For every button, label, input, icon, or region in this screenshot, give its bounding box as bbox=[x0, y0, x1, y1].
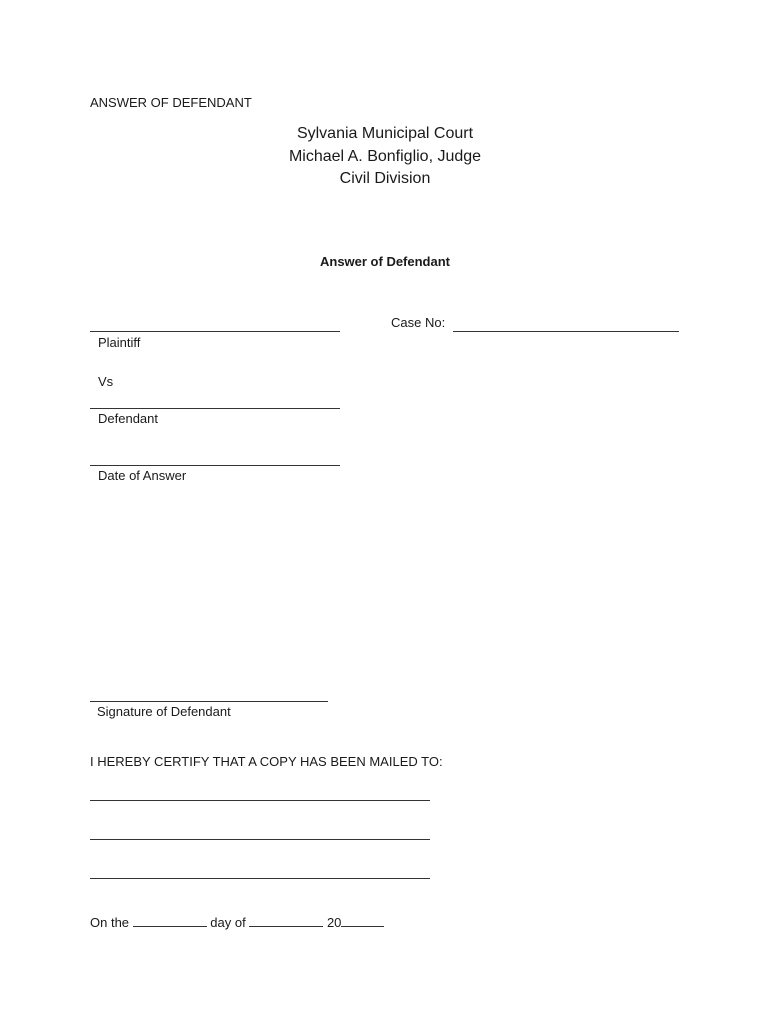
mailing-date-prefix: On the bbox=[90, 915, 130, 930]
document-title: Answer of Defendant bbox=[319, 254, 450, 269]
court-name: Sylvania Municipal Court bbox=[296, 125, 474, 142]
court-division: Civil Division bbox=[339, 170, 431, 187]
mailing-day-field[interactable] bbox=[133, 912, 207, 927]
defendant-field[interactable] bbox=[90, 408, 340, 409]
case-number-field[interactable] bbox=[453, 331, 679, 332]
judge-name: Michael A. Bonfiglio, Judge bbox=[288, 148, 482, 165]
plaintiff-field[interactable] bbox=[90, 331, 340, 332]
mailing-year-prefix: 20 bbox=[326, 915, 342, 930]
date-of-answer-field[interactable] bbox=[90, 465, 340, 466]
form-title: ANSWER OF DEFENDANT bbox=[90, 95, 252, 110]
signature-field[interactable] bbox=[90, 701, 328, 702]
signature-label: Signature of Defendant bbox=[97, 704, 231, 719]
certification-statement: I HEREBY CERTIFY THAT A COPY HAS BEEN MAILED TO: bbox=[90, 754, 443, 769]
recipient-line-1[interactable] bbox=[90, 800, 430, 801]
versus-label: Vs bbox=[98, 374, 114, 389]
recipient-line-3[interactable] bbox=[90, 878, 430, 879]
mailing-date-line bbox=[90, 912, 384, 930]
mailing-month-field[interactable] bbox=[249, 912, 323, 927]
mailing-year-field[interactable] bbox=[341, 912, 384, 927]
mailing-day-of-label: day of bbox=[210, 915, 246, 930]
defendant-label: Defendant bbox=[98, 411, 158, 426]
date-of-answer-label: Date of Answer bbox=[98, 468, 187, 483]
case-number-label: Case No: bbox=[391, 315, 446, 330]
recipient-line-2[interactable] bbox=[90, 839, 430, 840]
plaintiff-label: Plaintiff bbox=[98, 335, 141, 350]
